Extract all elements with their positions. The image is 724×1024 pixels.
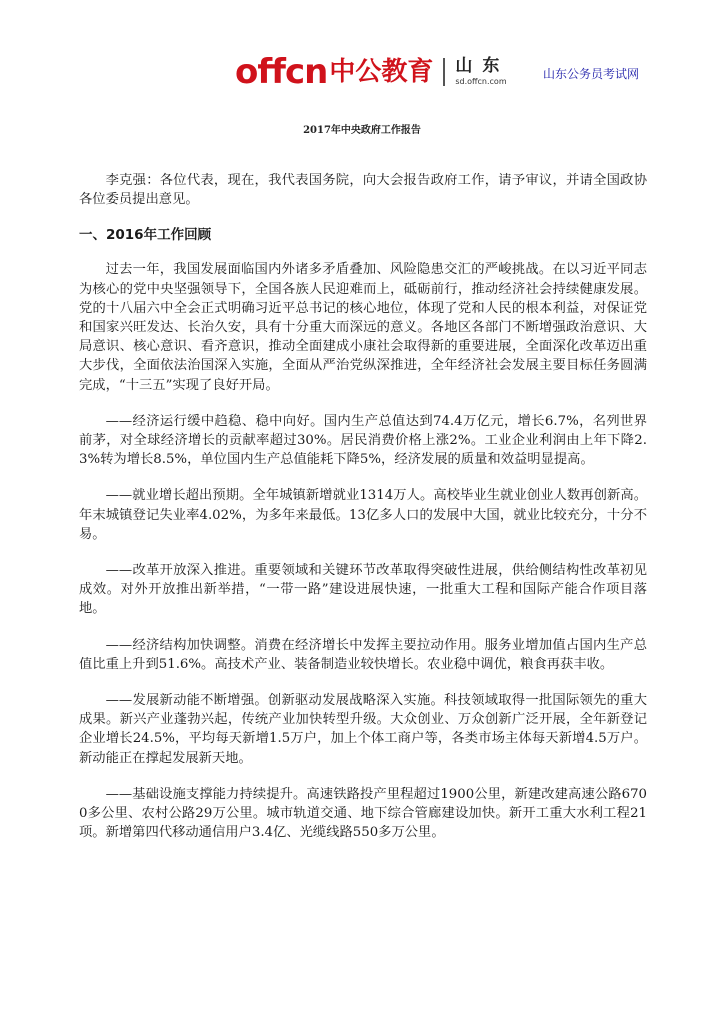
body-paragraph: ——基础设施支撑能力持续提升。高速铁路投产里程超过1900公里，新建改建高速公路6700多公里、农村公路29万公里。城市轨道交通、地下综合管廊建设加快。新开工重大水利工程21项。新增第四代移动通信用户3.4亿、光缆线路550多万公里。: [79, 786, 647, 841]
body-paragraph: ——经济结构加快调整。消费在经济增长中发挥主要拉动作用。服务业增加值占国内生产总值比重上升到51.6%。高技术产业、装备制造业较快增长。农业稳中调优，粮食再获丰收。: [79, 637, 647, 672]
logo-region-name: 山东: [455, 56, 510, 76]
logo-divider: [443, 58, 445, 86]
logo-region: [455, 57, 509, 87]
document-body: [79, 171, 647, 859]
body-paragraph: ——改革开放深入推进。重要领域和关键环节改革取得突破性进展，供给侧结构性改革初见成效。对外开放推出新举措，“一带一路”建设进展快速，一批重大工程和国际产能合作项目落地。: [79, 563, 647, 617]
logo-name: 中公教育: [329, 57, 434, 87]
logo-brand: offcn: [235, 52, 328, 92]
body-paragraph: ——就业增长超出预期。全年城镇新增就业1314万人。高校毕业生就业创业人数再创新高。年末城镇登记失业率4.02%，为多年来最低。13亿多人口的发展中大国，就业比较充分，十分不易。: [79, 488, 647, 542]
intro-paragraph: 李克强：各位代表，现在，我代表国务院，向大会报告政府工作，请予审议，并请全国政协各位委员提出意见。: [79, 173, 647, 208]
offcn-logo[interactable]: [235, 52, 509, 92]
logo-domain: sd.offcn.com: [455, 77, 507, 86]
body-paragraph: ——发展新动能不断增强。创新驱动发展战略深入实施。科技领域取得一批国际领先的重大成果。新兴产业蓬勃兴起，传统产业加快转型升级。大众创业、万众创新广泛开展，全年新登记企业增长24.5%，平均每天新增1.5万户，加上个体工商户等，各类市场主体每天新增4.5万户。新动能正在撑起发展新天地。: [79, 693, 647, 766]
body-paragraph: 过去一年，我国发展面临国内外诸多矛盾叠加、风险隐患交汇的严峻挑战。在以习近平同志为核心的党中央坚强领导下，全国各族人民迎难而上，砥砺前行，推动经济社会持续健康发展。党的十八届六中全会正式明确习近平总书记的核心地位，体现了党和人民的根本利益，对保证党和国家兴旺发达、长治久安，具有十分重大而深远的意义。各地区各部门不断增强政治意识、大局意识、核心意识、看齐意识，推动全面建成小康社会取得新的重要进展，全面深化改革迈出重大步伐，全面依法治国深入实施，全面从严治党纵深推进，全年经济社会发展主要目标任务圆满完成，“十三五”实现了良好开局。: [79, 262, 647, 393]
site-link[interactable]: 山东公务员考试网: [543, 67, 640, 81]
page-header: [0, 0, 724, 110]
document-title: 2017年中央政府工作报告: [303, 125, 421, 136]
body-paragraph: ——经济运行缓中趋稳、稳中向好。国内生产总值达到74.4万亿元，增长6.7%，名列世界前茅，对全球经济增长的贡献率超过30%。居民消费价格上涨2%。工业企业利润由上年下降2.3%转为增长8.5%，单位国内生产总值能耗下降5%，经济发展的质量和效益明显提高。: [79, 413, 647, 468]
section-heading: 一、2016年工作回顾: [79, 227, 212, 244]
